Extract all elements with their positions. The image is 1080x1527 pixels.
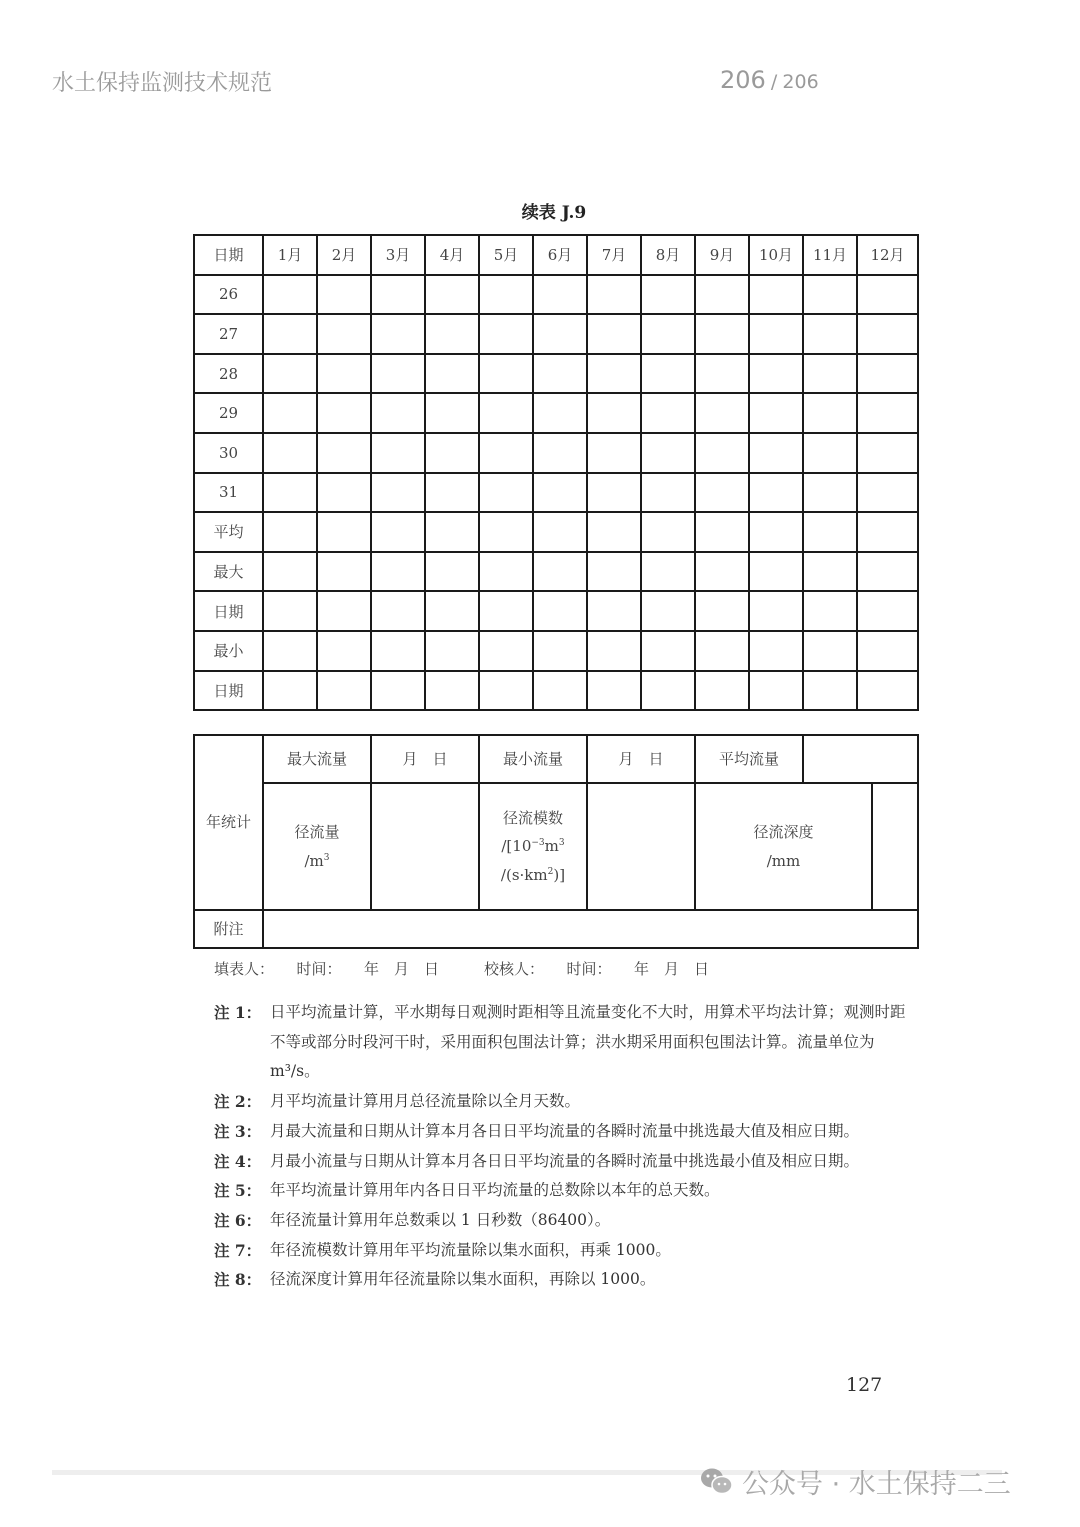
table-row bbox=[194, 354, 918, 394]
table-cell bbox=[317, 552, 371, 592]
table-cell bbox=[749, 314, 803, 354]
table-cell bbox=[371, 512, 425, 552]
unit-sup: −3 bbox=[531, 838, 545, 849]
table-cell bbox=[803, 393, 857, 433]
page-separator: / bbox=[770, 71, 778, 93]
table-cell bbox=[533, 275, 587, 315]
table-cell bbox=[749, 591, 803, 631]
table-cell bbox=[533, 433, 587, 473]
runoff-modulus-value bbox=[587, 783, 695, 910]
table-row bbox=[194, 591, 918, 631]
table-cell bbox=[641, 354, 695, 394]
table-cell bbox=[695, 393, 749, 433]
max-flow-date: 月 日 bbox=[371, 735, 479, 783]
table-cell bbox=[263, 275, 317, 315]
table-cell bbox=[587, 512, 641, 552]
table-cell bbox=[479, 591, 533, 631]
table-row bbox=[194, 512, 918, 552]
table-cell bbox=[263, 473, 317, 513]
table-cell bbox=[695, 275, 749, 315]
note-label: 注 5： bbox=[214, 1181, 262, 1201]
column-header-month: 10月 bbox=[749, 235, 803, 275]
table-cell bbox=[857, 354, 918, 394]
table-cell bbox=[317, 314, 371, 354]
table-cell bbox=[695, 433, 749, 473]
table-cell bbox=[641, 473, 695, 513]
table-cell bbox=[695, 512, 749, 552]
table-cell bbox=[587, 433, 641, 473]
table-cell bbox=[641, 671, 695, 711]
runoff-volume-value bbox=[371, 783, 479, 910]
column-header-month: 1月 bbox=[263, 235, 317, 275]
column-header-month: 11月 bbox=[803, 235, 857, 275]
row-label: 27 bbox=[194, 314, 263, 354]
table-cell bbox=[263, 671, 317, 711]
column-header-date: 日期 bbox=[194, 235, 263, 275]
table-cell bbox=[533, 552, 587, 592]
table-cell bbox=[371, 591, 425, 631]
table-cell bbox=[749, 631, 803, 671]
unit-part: /[10 bbox=[501, 837, 532, 856]
table-cell bbox=[371, 473, 425, 513]
table-cell bbox=[857, 275, 918, 315]
table-cell bbox=[749, 671, 803, 711]
column-header-month: 2月 bbox=[317, 235, 371, 275]
table-cell bbox=[371, 671, 425, 711]
table-cell bbox=[749, 552, 803, 592]
note-item bbox=[214, 1206, 920, 1236]
table-cell bbox=[263, 631, 317, 671]
table-cell bbox=[641, 314, 695, 354]
table-cell bbox=[479, 671, 533, 711]
table-cell bbox=[641, 631, 695, 671]
row-label: 日期 bbox=[194, 671, 263, 711]
column-header-month: 5月 bbox=[479, 235, 533, 275]
table-cell bbox=[479, 433, 533, 473]
table-cell bbox=[587, 671, 641, 711]
table-cell bbox=[533, 473, 587, 513]
table-cell bbox=[857, 552, 918, 592]
note-text: 月最小流量与日期从计算本月各日日平均流量的各瞬时流量中挑选最小值及相应日期。 bbox=[270, 1151, 860, 1170]
table-cell bbox=[317, 275, 371, 315]
column-header-month: 4月 bbox=[425, 235, 479, 275]
note-label: 注 3： bbox=[214, 1121, 262, 1141]
table-cell bbox=[425, 552, 479, 592]
table-cell bbox=[587, 275, 641, 315]
annual-stats-label: 年统计 bbox=[194, 735, 263, 910]
table-cell bbox=[749, 433, 803, 473]
runoff-volume-label bbox=[263, 783, 371, 910]
table-cell bbox=[857, 512, 918, 552]
table-cell bbox=[317, 671, 371, 711]
wechat-icon bbox=[700, 1467, 734, 1497]
table-cell bbox=[587, 473, 641, 513]
note-text: 径流深度计算用年径流量除以集水面积，再除以 1000。 bbox=[270, 1270, 656, 1289]
table-cell bbox=[425, 473, 479, 513]
note-item bbox=[214, 1176, 920, 1206]
row-label: 平均 bbox=[194, 512, 263, 552]
table-cell bbox=[371, 314, 425, 354]
column-header-month: 6月 bbox=[533, 235, 587, 275]
table-cell bbox=[479, 512, 533, 552]
note-label: 注 7： bbox=[214, 1240, 262, 1260]
table-row bbox=[194, 433, 918, 473]
table-cell bbox=[803, 591, 857, 631]
remarks-value bbox=[263, 910, 918, 948]
note-text: 月平均流量计算用月总径流量除以全月天数。 bbox=[270, 1092, 581, 1111]
column-header-month: 7月 bbox=[587, 235, 641, 275]
avg-flow-label: 平均流量 bbox=[695, 735, 803, 783]
table-cell bbox=[371, 393, 425, 433]
table-cell bbox=[425, 512, 479, 552]
table-cell bbox=[695, 314, 749, 354]
table-cell bbox=[533, 671, 587, 711]
table-row bbox=[194, 393, 918, 433]
table-cell bbox=[263, 393, 317, 433]
note-item bbox=[214, 1117, 920, 1147]
table-cell bbox=[857, 393, 918, 433]
signature-line: 填表人： 时间： 年 月 日 校核人： 时间： 年 月 日 bbox=[214, 960, 710, 978]
table-title: 续表 J.9 bbox=[521, 203, 587, 223]
runoff-modulus-text: 径流模数 bbox=[502, 808, 563, 827]
table-cell bbox=[317, 631, 371, 671]
max-flow-label: 最大流量 bbox=[263, 735, 371, 783]
table-cell bbox=[263, 591, 317, 631]
table-cell bbox=[803, 473, 857, 513]
row-label: 最大 bbox=[194, 552, 263, 592]
note-text: 年径流模数计算用年平均流量除以集水面积，再乘 1000。 bbox=[270, 1240, 671, 1259]
table-cell bbox=[803, 433, 857, 473]
table-cell bbox=[263, 433, 317, 473]
unit-sup: 3 bbox=[323, 852, 330, 863]
table-cell bbox=[641, 512, 695, 552]
column-header-month: 8月 bbox=[641, 235, 695, 275]
row-label: 31 bbox=[194, 473, 263, 513]
column-header-month: 9月 bbox=[695, 235, 749, 275]
watermark-text: 公众号 · 水土保持二三 bbox=[742, 1469, 1011, 1500]
note-item bbox=[214, 1087, 920, 1117]
table-cell bbox=[641, 552, 695, 592]
table-cell bbox=[695, 552, 749, 592]
table-cell bbox=[533, 393, 587, 433]
table-cell bbox=[317, 591, 371, 631]
note-text: 年平均流量计算用年内各日日平均流量的总数除以本年的总天数。 bbox=[270, 1181, 720, 1200]
note-label: 注 4： bbox=[214, 1151, 262, 1171]
note-text: 月最大流量和日期从计算本月各日日平均流量的各瞬时流量中挑选最大值及相应日期。 bbox=[270, 1121, 860, 1140]
table-row bbox=[194, 552, 918, 592]
page-current: 206 bbox=[720, 66, 766, 94]
table-cell bbox=[425, 314, 479, 354]
table-cell bbox=[695, 473, 749, 513]
table-cell bbox=[425, 393, 479, 433]
table-row bbox=[194, 631, 918, 671]
table-cell bbox=[317, 393, 371, 433]
row-label: 30 bbox=[194, 433, 263, 473]
watermark bbox=[700, 1462, 1011, 1501]
table-cell bbox=[803, 512, 857, 552]
table-cell bbox=[587, 354, 641, 394]
unit-part: /(s·km bbox=[500, 865, 548, 884]
table-cell bbox=[263, 552, 317, 592]
table-cell bbox=[749, 275, 803, 315]
table-cell bbox=[533, 591, 587, 631]
table-cell bbox=[803, 671, 857, 711]
table-cell bbox=[857, 473, 918, 513]
table-cell bbox=[749, 393, 803, 433]
min-flow-label: 最小流量 bbox=[479, 735, 587, 783]
table-cell bbox=[479, 631, 533, 671]
column-header-month: 3月 bbox=[371, 235, 425, 275]
table-cell bbox=[317, 473, 371, 513]
table-row bbox=[194, 671, 918, 711]
table-cell bbox=[587, 591, 641, 631]
table-cell bbox=[479, 314, 533, 354]
unit-part: m bbox=[544, 837, 559, 856]
note-label: 注 8： bbox=[214, 1270, 262, 1290]
table-cell bbox=[263, 314, 317, 354]
table-cell bbox=[803, 552, 857, 592]
runoff-modulus-label bbox=[479, 783, 587, 910]
table-cell bbox=[479, 275, 533, 315]
row-label: 26 bbox=[194, 275, 263, 315]
table-cell bbox=[479, 393, 533, 433]
row-label: 日期 bbox=[194, 591, 263, 631]
table-cell bbox=[263, 354, 317, 394]
table-cell bbox=[317, 354, 371, 394]
table-cell bbox=[533, 512, 587, 552]
unit-sup: 2 bbox=[547, 866, 554, 877]
note-text: 年径流量计算用年总数乘以 1 日秒数（86400）。 bbox=[270, 1210, 611, 1229]
note-text: 日平均流量计算，平水期每日观测时距相等且流量变化不大时，用算术平均法计算；观测时距不等或部分时段河干时，采用面积包围法计算；洪水期采用面积包围法计算。流量单位为 m³/s。 bbox=[270, 1003, 906, 1081]
table-cell bbox=[533, 314, 587, 354]
table-cell bbox=[425, 671, 479, 711]
unit-sup: 3 bbox=[558, 838, 565, 849]
table-cell bbox=[695, 671, 749, 711]
runoff-depth-unit: /mm bbox=[766, 851, 801, 870]
table-cell bbox=[425, 433, 479, 473]
table-cell bbox=[533, 631, 587, 671]
table-cell bbox=[479, 354, 533, 394]
runoff-volume-text: 径流量 bbox=[294, 823, 340, 841]
row-label: 29 bbox=[194, 393, 263, 433]
table-cell bbox=[371, 433, 425, 473]
table-cell bbox=[425, 591, 479, 631]
annual-statistics-table bbox=[193, 734, 919, 949]
table-cell bbox=[371, 354, 425, 394]
table-cell bbox=[641, 393, 695, 433]
table-cell bbox=[317, 433, 371, 473]
table-row bbox=[194, 473, 918, 513]
table-cell bbox=[857, 631, 918, 671]
note-label: 注 6： bbox=[214, 1210, 262, 1230]
monthly-flow-table bbox=[193, 234, 919, 711]
table-cell bbox=[641, 433, 695, 473]
table-cell bbox=[587, 631, 641, 671]
note-label: 注 1： bbox=[214, 1003, 262, 1022]
table-cell bbox=[857, 671, 918, 711]
column-header-month: 12月 bbox=[857, 235, 918, 275]
table-cell bbox=[371, 552, 425, 592]
table-row bbox=[194, 275, 918, 315]
table-cell bbox=[371, 631, 425, 671]
table-cell bbox=[371, 275, 425, 315]
table-cell bbox=[803, 275, 857, 315]
table-cell bbox=[587, 314, 641, 354]
row-label: 最小 bbox=[194, 631, 263, 671]
table-cell bbox=[641, 591, 695, 631]
table-cell bbox=[533, 354, 587, 394]
table-cell bbox=[479, 552, 533, 592]
min-flow-date: 月 日 bbox=[587, 735, 695, 783]
table-cell bbox=[803, 631, 857, 671]
note-item bbox=[214, 998, 920, 1087]
note-item bbox=[214, 1147, 920, 1177]
table-cell bbox=[695, 591, 749, 631]
table-cell bbox=[587, 393, 641, 433]
table-cell bbox=[263, 512, 317, 552]
table-cell bbox=[803, 314, 857, 354]
note-item bbox=[214, 1236, 920, 1266]
page-number: 127 bbox=[846, 1374, 883, 1396]
row-label: 28 bbox=[194, 354, 263, 394]
table-cell bbox=[695, 354, 749, 394]
unit-part: )] bbox=[553, 865, 566, 884]
page-total: 206 bbox=[782, 71, 819, 93]
table-cell bbox=[425, 275, 479, 315]
table-cell bbox=[749, 473, 803, 513]
table-cell bbox=[317, 512, 371, 552]
table-cell bbox=[857, 433, 918, 473]
table-cell bbox=[587, 552, 641, 592]
page-indicator bbox=[720, 66, 819, 94]
runoff-depth-label bbox=[695, 783, 872, 910]
notes-list bbox=[214, 998, 920, 1295]
table-cell bbox=[857, 314, 918, 354]
table-cell bbox=[479, 473, 533, 513]
avg-flow-value bbox=[803, 735, 918, 783]
table-cell bbox=[749, 354, 803, 394]
table-cell bbox=[641, 275, 695, 315]
note-label: 注 2： bbox=[214, 1092, 262, 1112]
table-cell bbox=[425, 354, 479, 394]
table-cell bbox=[695, 631, 749, 671]
note-item bbox=[214, 1265, 920, 1295]
table-cell bbox=[857, 591, 918, 631]
table-cell bbox=[803, 354, 857, 394]
table-cell bbox=[425, 631, 479, 671]
table-row bbox=[194, 314, 918, 354]
runoff-depth-value bbox=[872, 783, 918, 910]
remarks-label: 附注 bbox=[194, 910, 263, 948]
runoff-depth-text: 径流深度 bbox=[753, 823, 814, 841]
document-title: 水土保持监测技术规范 bbox=[52, 71, 273, 96]
runoff-volume-unit: /m bbox=[304, 851, 324, 870]
table-cell bbox=[749, 512, 803, 552]
